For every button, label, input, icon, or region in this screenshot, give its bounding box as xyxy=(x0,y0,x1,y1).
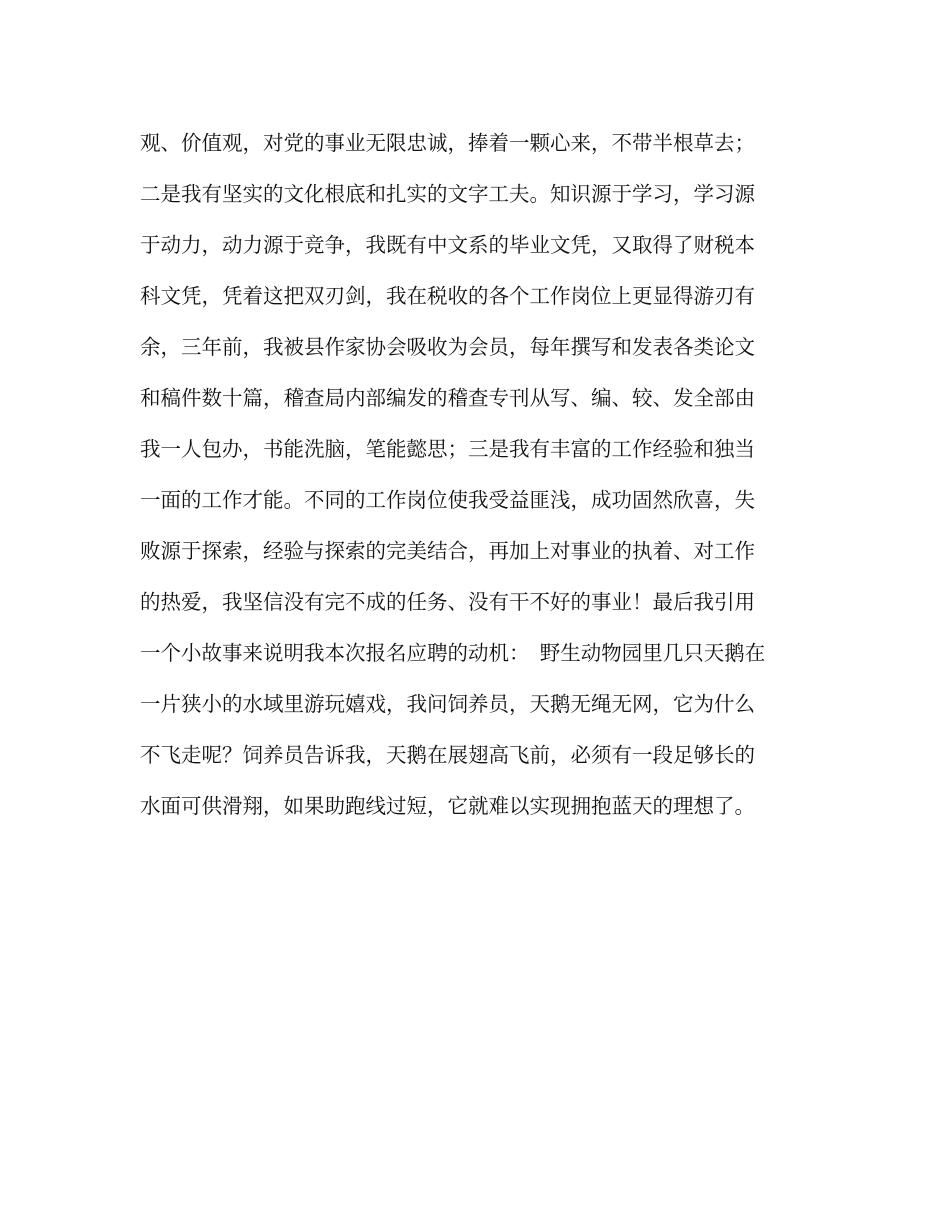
text-line-6: 和稿件数十篇，稽查局内部编发的稽查专刊从写、编、较、发全部由 xyxy=(140,386,755,410)
text-line-13: 不飞走呢？饲养员告诉我，天鹅在展翅高飞前，必须有一段足够长的 xyxy=(140,743,755,767)
text-line-9: 败源于探索，经验与探索的完美结合，再加上对事业的执着、对工作 xyxy=(140,539,755,563)
text-line-1: 观、价值观，对党的事业无限忠诚，捧着一颗心来，不带半根草去； xyxy=(140,131,755,155)
text-line-12: 一片狭小的水域里游玩嬉戏，我问饲养员，天鹅无绳无网，它为什么 xyxy=(140,692,755,716)
text-line-3: 于动力，动力源于竞争，我既有中文系的毕业文凭，又取得了财税本 xyxy=(140,233,755,257)
text-line-7: 我一人包办，书能洗脑，笔能懿思；三是我有丰富的工作经验和独当 xyxy=(140,437,755,461)
text-line-4: 科文凭，凭着这把双刃剑，我在税收的各个工作岗位上更显得游刃有 xyxy=(140,284,755,308)
text-line-8: 一面的工作才能。不同的工作岗位使我受益匪浅，成功固然欣喜，失 xyxy=(140,488,755,512)
text-line-10: 的热爱，我坚信没有完不成的任务、没有干不好的事业！最后我引用 xyxy=(140,590,755,614)
text-line-2: 二是我有坚实的文化根底和扎实的文字工夫。知识源于学习，学习源 xyxy=(140,182,755,206)
text-line-5: 余，三年前，我被县作家协会吸收为会员，每年撰写和发表各类论文 xyxy=(140,335,755,359)
body-text xyxy=(140,118,830,832)
text-line-14: 水面可供滑翔，如果助跑线过短，它就难以实现拥抱蓝天的理想了。 xyxy=(140,794,755,818)
text-line-11: 一个小故事来说明我本次报名应聘的动机： 野生动物园里几只天鹅在 xyxy=(140,641,766,665)
